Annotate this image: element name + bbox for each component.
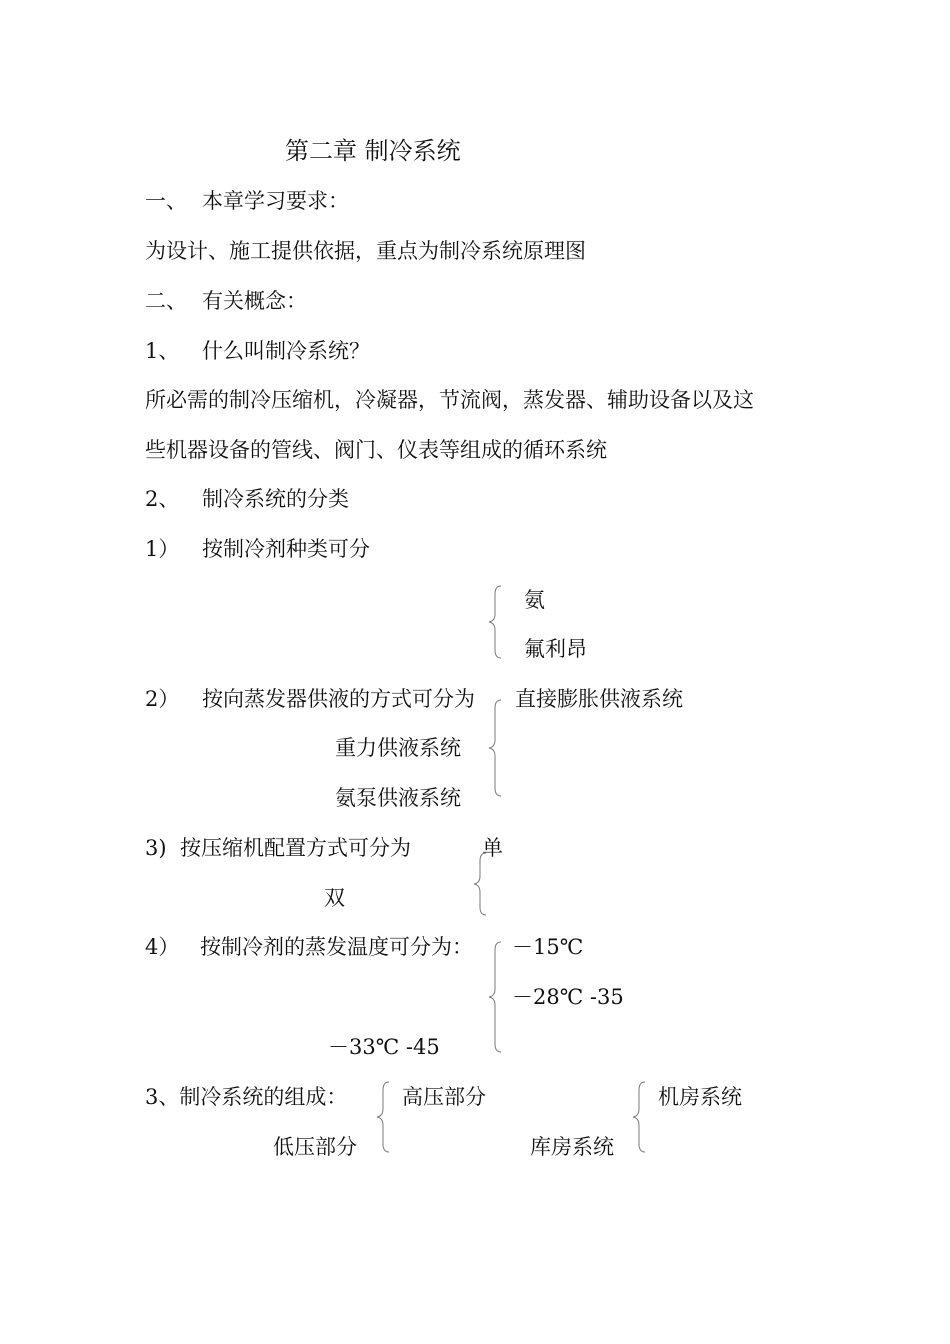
class-4-option-2: －28℃ -35	[512, 985, 624, 1009]
section-2-heading: 有关概念：	[202, 289, 307, 313]
composition-part-high-pressure: 高压部分	[402, 1085, 486, 1109]
question-1-answer-line-2: 些机器设备的管线、阀门、仪表等组成的循环系统	[145, 438, 607, 462]
class-1-number: 1）	[145, 537, 180, 561]
class-3-option-2: 双	[324, 886, 345, 910]
section-2-number: 二、	[145, 289, 187, 313]
composition-part-low-pressure: 低压部分	[273, 1135, 357, 1159]
class-1-brace	[489, 586, 503, 658]
page-title: 第二章 制冷系统	[285, 137, 461, 165]
class-4-option-1: －15℃	[512, 935, 584, 959]
class-4-brace	[489, 942, 503, 1052]
composition-system-cold-storage: 库房系统	[530, 1135, 614, 1159]
class-3-number: 3)	[145, 836, 167, 860]
class-2-option-1: 直接膨胀供液系统	[515, 687, 683, 711]
class-4-number: 4）	[145, 935, 180, 959]
class-3-option-1: 单	[482, 836, 503, 860]
class-1-option-1: 氨	[524, 588, 545, 612]
class-4-option-3: －33℃ -45	[328, 1035, 440, 1059]
composition-parts-brace	[377, 1082, 391, 1152]
question-3-text: 3、制冷系统的组成：	[145, 1085, 348, 1109]
class-4-text: 按制冷剂的蒸发温度可分为：	[200, 935, 473, 959]
class-2-text: 按向蒸发器供液的方式可分为	[202, 687, 475, 711]
section-1-number: 一、	[145, 189, 187, 213]
question-2-text: 制冷系统的分类	[202, 487, 349, 511]
composition-system-machine-room: 机房系统	[658, 1085, 742, 1109]
section-1-heading: 本章学习要求：	[202, 189, 349, 213]
composition-systems-brace	[633, 1082, 647, 1152]
class-1-option-2: 氟利昂	[524, 637, 587, 661]
class-2-option-3: 氨泵供液系统	[335, 786, 461, 810]
section-1-body: 为设计、施工提供依据，重点为制冷系统原理图	[145, 239, 586, 263]
question-1-number: 1、	[145, 339, 180, 363]
class-1-text: 按制冷剂种类可分	[202, 537, 370, 561]
question-2-number: 2、	[145, 487, 180, 511]
class-3-brace	[474, 853, 488, 915]
class-2-option-2: 重力供液系统	[335, 736, 461, 760]
class-2-number: 2）	[145, 687, 180, 711]
class-3-text: 按压缩机配置方式可分为	[180, 836, 411, 860]
question-1-text: 什么叫制冷系统？	[202, 339, 370, 363]
class-2-brace	[489, 700, 503, 796]
question-1-answer-line-1: 所必需的制冷压缩机，冷凝器，节流阀，蒸发器、辅助设备以及这	[145, 388, 754, 412]
